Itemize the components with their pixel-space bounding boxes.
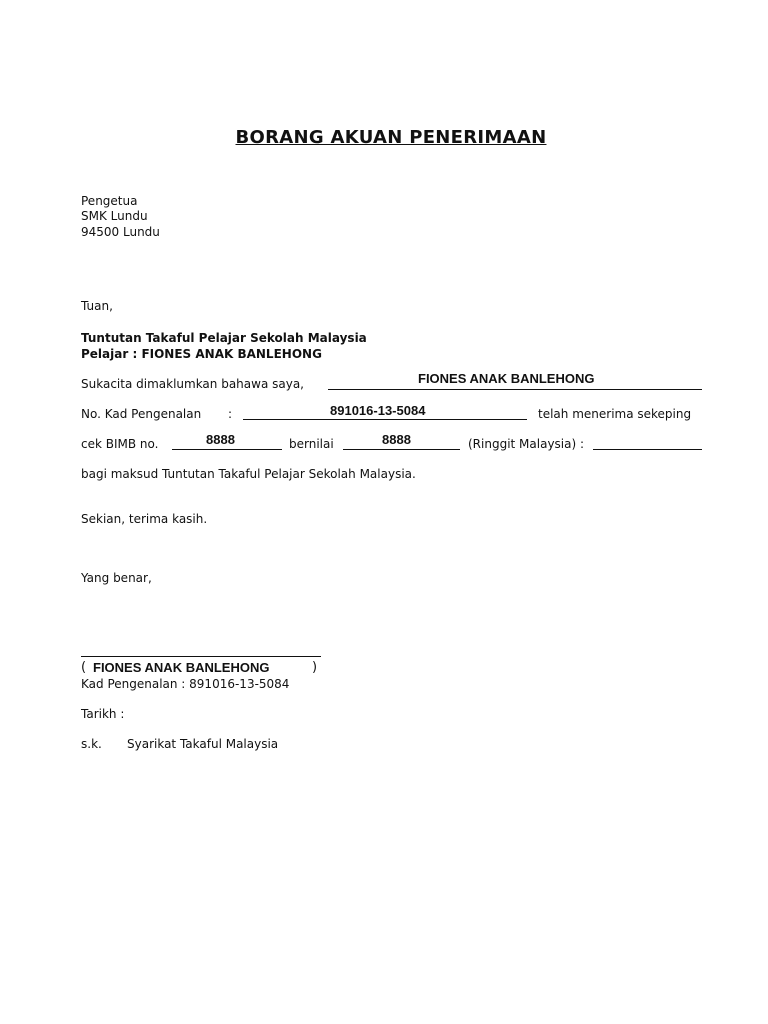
recipient-school: SMK Lundu xyxy=(81,209,148,223)
recipient-title: Pengetua xyxy=(81,194,138,208)
purpose-text: bagi maksud Tuntutan Takaful Pelajar Sekolah Malaysia. xyxy=(81,467,416,481)
ic-colon: : xyxy=(228,407,233,421)
ic-field-value: 891016-13-5084 xyxy=(330,403,426,418)
signature-open-paren: ( xyxy=(81,660,87,675)
cheque-label: cek BIMB no. xyxy=(81,437,159,451)
date-label: Tarikh : xyxy=(81,707,125,721)
ic-label: No. Kad Pengenalan xyxy=(81,407,202,421)
recipient-address: 94500 Lundu xyxy=(81,225,160,239)
ringgit-words-field[interactable] xyxy=(593,435,702,450)
signature-ic-line: Kad Pengenalan : 891016-13-5084 xyxy=(81,677,290,691)
subject-line: Tuntutan Takaful Pelajar Sekolah Malaysia xyxy=(81,331,367,345)
declaration-text: Sukacita dimaklumkan bahawa saya, xyxy=(81,377,304,391)
name-field-value: FIONES ANAK BANLEHONG xyxy=(418,371,595,386)
document-title: BORANG AKUAN PENERIMAAN xyxy=(235,127,547,148)
subject-student-name: FIONES ANAK BANLEHONG xyxy=(141,347,322,361)
signature-name: FIONES ANAK BANLEHONG xyxy=(93,660,270,675)
received-text: telah menerima sekeping xyxy=(538,407,692,421)
sincerely-text: Yang benar, xyxy=(81,571,152,585)
amount-value: 8888 xyxy=(382,432,411,447)
signature-close-paren: ) xyxy=(312,660,318,675)
signature-name-row xyxy=(81,660,86,675)
cc-recipient: Syarikat Takaful Malaysia xyxy=(127,737,279,751)
signature-line xyxy=(81,656,321,657)
salutation: Tuan, xyxy=(81,299,113,313)
value-label: bernilai xyxy=(289,437,334,451)
subject-student xyxy=(81,347,322,362)
subject-student-label: Pelajar : xyxy=(81,347,142,361)
thanks-text: Sekian, terima kasih. xyxy=(81,512,208,526)
cc-label: s.k. xyxy=(81,737,102,751)
ringgit-label: (Ringgit Malaysia) : xyxy=(468,437,585,451)
cheque-number-value: 8888 xyxy=(206,432,235,447)
